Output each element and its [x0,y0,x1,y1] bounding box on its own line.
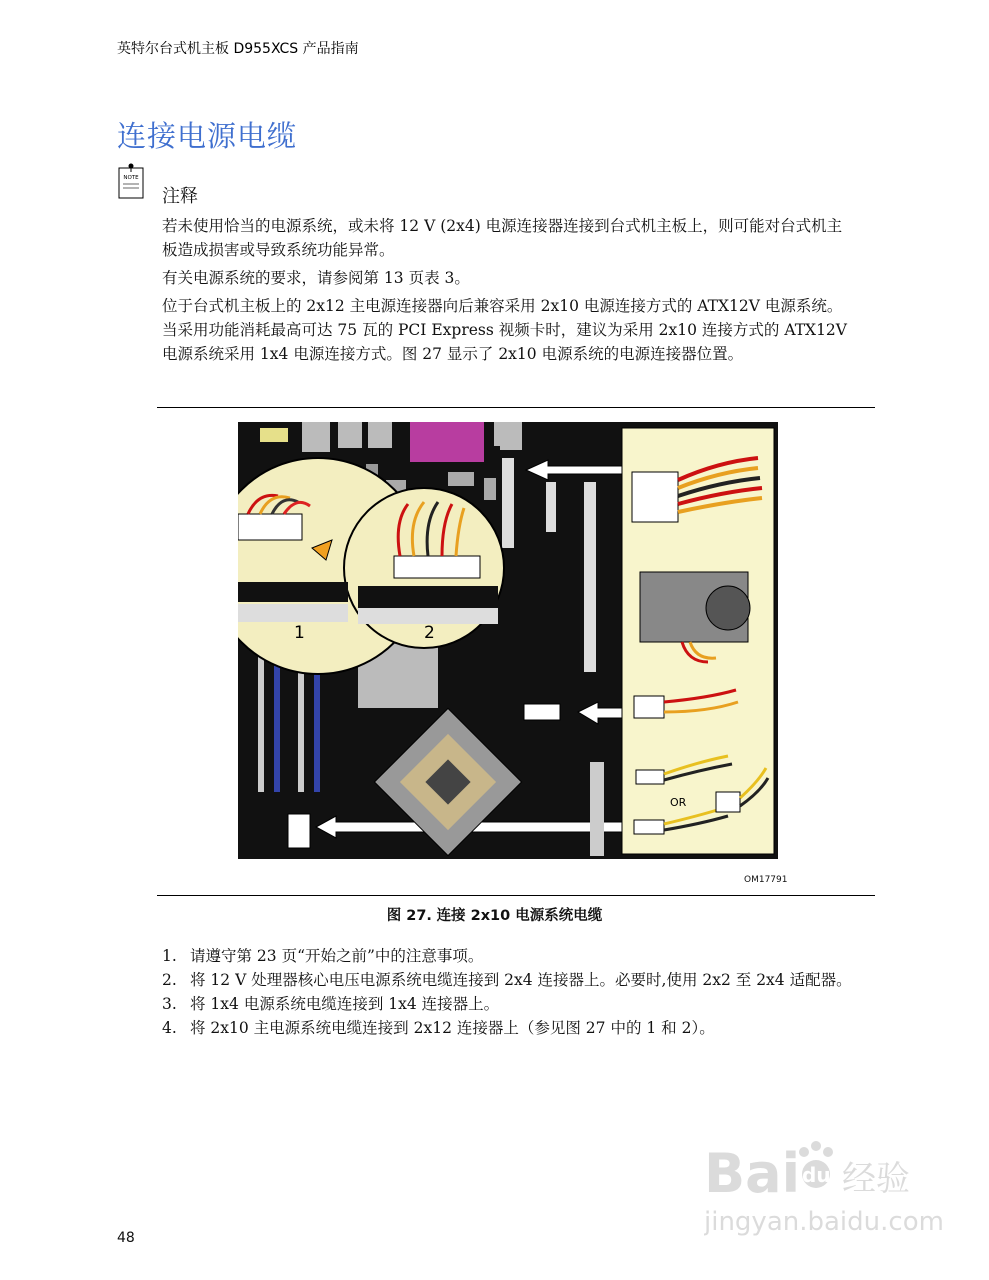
step-number: 4. [162,1019,177,1037]
step-1 [162,944,852,968]
step-3 [162,992,852,1016]
figure-id: OM17791 [744,875,788,885]
note-icon [117,162,147,202]
page-number: 48 [117,1230,135,1246]
step-text: 将 1x4 电源系统电缆连接到 1x4 连接器上。 [190,995,500,1013]
note-paragraph-2: 有关电源系统的要求，请参阅第 13 页表 3。 [162,269,470,287]
page-title: 连接电源电缆 [117,119,298,153]
step-text: 请遵守第 23 页“开始之前”中的注意事项。 [190,947,484,965]
watermark-logo [704,1130,944,1240]
step-text: 将 12 V 处理器核心电压电源系统电缆连接到 2x4 连接器上。必要时,使用 2x2 至 2x4 适配器。 [190,971,852,989]
figure-bottom-rule [157,895,875,896]
svg-text:NOTE: NOTE [123,175,139,181]
caption-text: 连接 2x10 电源系统电缆 [436,908,603,924]
or-label: OR [670,796,687,809]
caption-prefix: 图 27. [386,908,432,924]
step-4 [162,1016,852,1040]
figure-caption [0,904,989,925]
svg-text:jingyan.baidu.com: jingyan.baidu.com [704,1207,944,1237]
step-number: 3. [162,995,177,1013]
step-text: 将 2x10 主电源系统电缆连接到 2x12 连接器上（参见图 27 中的 1 和 2）。 [190,1019,715,1037]
steps-list [162,944,852,1040]
step-2 [162,968,852,992]
svg-text:du: du [802,1163,831,1187]
note-label: 注释 [162,186,198,207]
step-number: 1. [162,947,177,965]
running-header: 英特尔台式机主板 D955XCS 产品指南 [117,41,359,57]
callout-1: 1 [294,623,305,643]
motherboard-figure [238,422,778,859]
callout-2: 2 [424,623,435,643]
step-number: 2. [162,971,177,989]
svg-text:经验: 经验 [842,1159,910,1199]
figure-top-rule [157,407,875,408]
svg-text:Bai: Bai [704,1142,801,1205]
note-paragraph-3: 位于台式机主板上的 2x12 主电源连接器向后兼容采用 2x10 电源连接方式的 ATX12V 电源系统。当采用功能消耗最高可达 75 瓦的 PCI Express 视频卡时，建议为采用 2x10 连接方式的 ATX12V 电源系统采用 1x4 电源连接方式。图 27 显示了 2x10 电源系统的电源连接器位置。 [162,297,847,363]
note-paragraph-1: 若未使用恰当的电源系统，或未将 12 V (2x4) 电源连接器连接到台式机主板上，则可能对台式机主板造成损害或导致系统功能异常。 [162,217,843,259]
